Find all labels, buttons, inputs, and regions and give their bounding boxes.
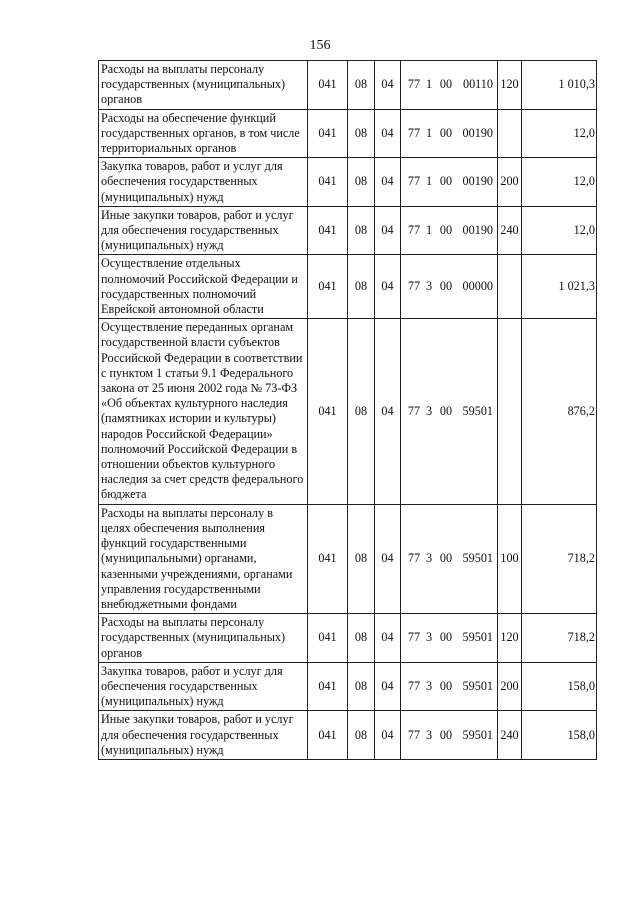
target-direction-code: 59501 — [462, 403, 493, 418]
row-amount: 1 021,3 — [522, 255, 597, 319]
ministry-code: 041 — [308, 255, 348, 319]
section-code: 08 — [348, 711, 375, 760]
row-description: Закупка товаров, работ и услуг для обеспечения государственных (муниципальных) нужд — [99, 158, 308, 207]
section-code: 08 — [348, 61, 375, 110]
expense-type-code: 240 — [498, 206, 522, 255]
expense-type-code: 240 — [498, 711, 522, 760]
target-program-code: 77 — [407, 630, 421, 645]
target-direction-code: 00110 — [462, 77, 493, 92]
target-article-code — [401, 614, 498, 663]
section-code: 08 — [348, 662, 375, 711]
target-direction-code: 00190 — [462, 174, 493, 189]
ministry-code: 041 — [308, 158, 348, 207]
target-main-event-code: 00 — [439, 223, 453, 238]
section-code: 08 — [348, 504, 375, 613]
table-row — [99, 255, 597, 319]
target-main-event-code: 00 — [439, 727, 453, 742]
target-article-code — [401, 206, 498, 255]
ministry-code: 041 — [308, 319, 348, 504]
target-subprogram-code: 3 — [425, 727, 433, 742]
section-code: 08 — [348, 614, 375, 663]
row-description: Расходы на выплаты персоналу в целях обеспечения выполнения функций государственными (муниципальными) органами, казенными учреждениями, органами управления государственными внебюджетными фондами — [99, 504, 308, 613]
target-article-code — [401, 109, 498, 158]
target-direction-code: 00190 — [462, 223, 493, 238]
subsection-code: 04 — [375, 109, 401, 158]
target-main-event-code: 00 — [439, 125, 453, 140]
target-main-event-code: 00 — [439, 678, 453, 693]
target-program-code: 77 — [407, 223, 421, 238]
target-article-code — [401, 319, 498, 504]
table-row — [99, 711, 597, 760]
section-code: 08 — [348, 255, 375, 319]
table-row — [99, 61, 597, 110]
table-row — [99, 504, 597, 613]
expense-type-code: 100 — [498, 504, 522, 613]
row-amount: 12,0 — [522, 206, 597, 255]
row-amount: 12,0 — [522, 158, 597, 207]
expense-type-code: 200 — [498, 662, 522, 711]
expense-type-code — [498, 109, 522, 158]
subsection-code: 04 — [375, 662, 401, 711]
subsection-code: 04 — [375, 504, 401, 613]
row-amount: 718,2 — [522, 504, 597, 613]
target-subprogram-code: 3 — [425, 403, 433, 418]
target-article-code — [401, 662, 498, 711]
budget-table — [98, 60, 597, 760]
row-description: Осуществление отдельных полномочий Российской Федерации и государственных полномочий Еврейской автономной области — [99, 255, 308, 319]
target-subprogram-code: 1 — [425, 223, 433, 238]
subsection-code: 04 — [375, 711, 401, 760]
row-description: Расходы на выплаты персоналу государственных (муниципальных) органов — [99, 61, 308, 110]
target-article-code — [401, 61, 498, 110]
target-subprogram-code: 1 — [425, 174, 433, 189]
ministry-code: 041 — [308, 711, 348, 760]
target-main-event-code: 00 — [439, 630, 453, 645]
target-main-event-code: 00 — [439, 77, 453, 92]
table-row — [99, 206, 597, 255]
table-row — [99, 614, 597, 663]
target-program-code: 77 — [407, 551, 421, 566]
expense-type-code: 200 — [498, 158, 522, 207]
target-subprogram-code: 3 — [425, 630, 433, 645]
target-subprogram-code: 3 — [425, 279, 433, 294]
table-row — [99, 158, 597, 207]
target-subprogram-code: 3 — [425, 678, 433, 693]
ministry-code: 041 — [308, 614, 348, 663]
target-subprogram-code: 1 — [425, 77, 433, 92]
subsection-code: 04 — [375, 614, 401, 663]
target-direction-code: 59501 — [462, 678, 493, 693]
table-row — [99, 319, 597, 504]
expense-type-code: 120 — [498, 614, 522, 663]
subsection-code: 04 — [375, 255, 401, 319]
section-code: 08 — [348, 319, 375, 504]
row-description: Иные закупки товаров, работ и услуг для обеспечения государственных (муниципальных) нужд — [99, 711, 308, 760]
target-direction-code: 00000 — [462, 279, 493, 294]
ministry-code: 041 — [308, 109, 348, 158]
expense-type-code — [498, 319, 522, 504]
ministry-code: 041 — [308, 504, 348, 613]
target-direction-code: 59501 — [462, 727, 493, 742]
subsection-code: 04 — [375, 206, 401, 255]
row-description: Осуществление переданных органам государственной власти субъектов Российской Федерации в соответствии с пунктом 1 статьи 9.1 Федерального закона от 25 июня 2002 года № 73-ФЗ «Об объектах культурного наследия (памятниках истории и культуры) народов Российской Федерации» полномочий Российской Федерации в отношении объектов культурного наследия за счет средств федерального бюджета — [99, 319, 308, 504]
expense-type-code — [498, 255, 522, 319]
section-code: 08 — [348, 109, 375, 158]
target-main-event-code: 00 — [439, 551, 453, 566]
table-row — [99, 109, 597, 158]
row-amount: 12,0 — [522, 109, 597, 158]
row-description: Расходы на выплаты персоналу государственных (муниципальных) органов — [99, 614, 308, 663]
target-direction-code: 00190 — [462, 125, 493, 140]
row-amount: 876,2 — [522, 319, 597, 504]
target-main-event-code: 00 — [439, 174, 453, 189]
subsection-code: 04 — [375, 61, 401, 110]
section-code: 08 — [348, 158, 375, 207]
target-subprogram-code: 3 — [425, 551, 433, 566]
ministry-code: 041 — [308, 662, 348, 711]
row-amount: 158,0 — [522, 711, 597, 760]
target-article-code — [401, 255, 498, 319]
target-article-code — [401, 158, 498, 207]
target-direction-code: 59501 — [462, 630, 493, 645]
ministry-code: 041 — [308, 206, 348, 255]
target-program-code: 77 — [407, 125, 421, 140]
target-subprogram-code: 1 — [425, 125, 433, 140]
row-amount: 158,0 — [522, 662, 597, 711]
target-program-code: 77 — [407, 77, 421, 92]
page-number: 156 — [309, 38, 331, 53]
ministry-code: 041 — [308, 61, 348, 110]
target-article-code — [401, 504, 498, 613]
table-row — [99, 662, 597, 711]
target-direction-code: 59501 — [462, 551, 493, 566]
row-amount: 718,2 — [522, 614, 597, 663]
target-program-code: 77 — [407, 727, 421, 742]
target-main-event-code: 00 — [439, 279, 453, 294]
target-program-code: 77 — [407, 174, 421, 189]
target-program-code: 77 — [407, 403, 421, 418]
section-code: 08 — [348, 206, 375, 255]
expense-type-code: 120 — [498, 61, 522, 110]
budget-rows — [99, 61, 597, 760]
target-program-code: 77 — [407, 678, 421, 693]
target-main-event-code: 00 — [439, 403, 453, 418]
row-description: Иные закупки товаров, работ и услуг для обеспечения государственных (муниципальных) нужд — [99, 206, 308, 255]
target-program-code: 77 — [407, 279, 421, 294]
subsection-code: 04 — [375, 158, 401, 207]
subsection-code: 04 — [375, 319, 401, 504]
row-amount: 1 010,3 — [522, 61, 597, 110]
row-description: Закупка товаров, работ и услуг для обеспечения государственных (муниципальных) нужд — [99, 662, 308, 711]
target-article-code — [401, 711, 498, 760]
row-description: Расходы на обеспечение функций государственных органов, в том числе территориальных органов — [99, 109, 308, 158]
